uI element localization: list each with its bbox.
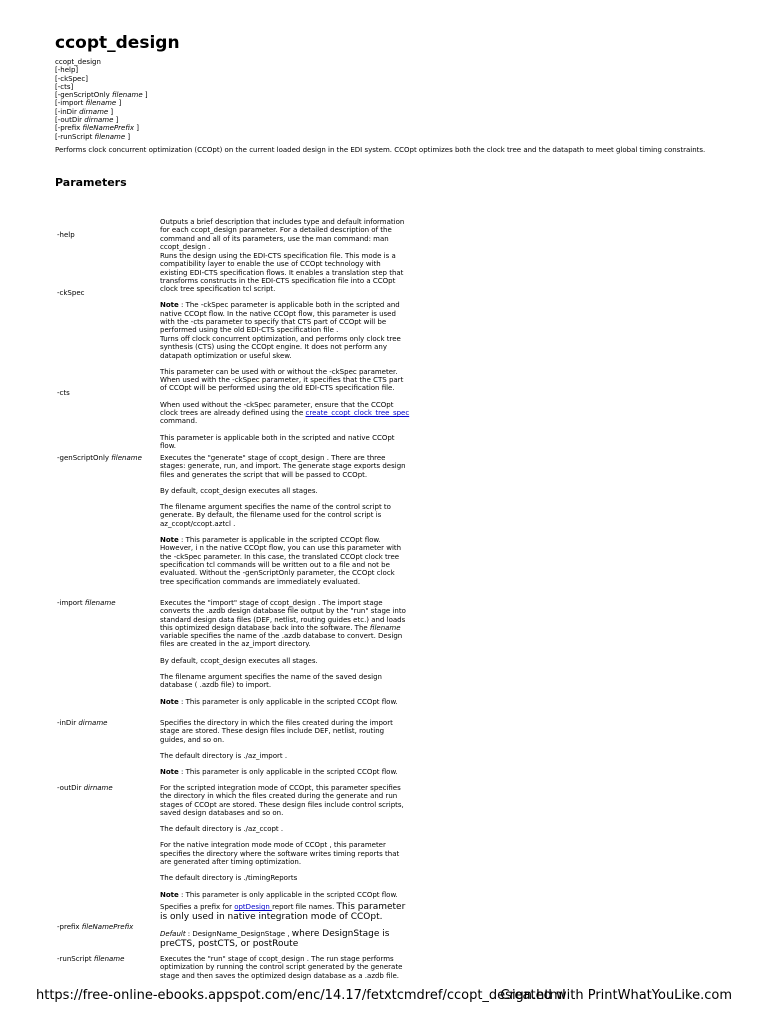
synopsis-indir: [-inDir dirname ] xyxy=(55,107,114,116)
note-label: Note xyxy=(160,301,179,310)
param-name-ckspec: -ckSpec xyxy=(57,289,85,297)
note-label: Note xyxy=(160,890,179,899)
param-name-indir: -inDir dirname xyxy=(57,719,108,727)
synopsis-genscriptonly: [-genScriptOnly filename ] xyxy=(55,91,148,100)
synopsis-outdir: [-outDir dirname ] xyxy=(55,116,119,125)
note-label: Note xyxy=(160,536,179,545)
param-name-outdir: -outDir dirname xyxy=(57,784,113,792)
optdesign-link[interactable]: optDesign xyxy=(234,903,273,911)
param-desc-outdir: For the scripted integration mode of CCOpt, this parameter specifies the directory in which the files created during the generate and run stages of CCOpt are stored. These design files include control scripts, saved design databases and so on. The default directory is ./az_ccopt . For the native integration mode mode of CCOpt , this parameter specifies the directory where the software writes timing reports that are generated after timing optimization. The default directory is ./timingReports Note : This parameter is only applicable in the scripted CCOpt flow. xyxy=(160,784,404,899)
param-desc-runscript: Executes the "run" stage of ccopt_design . The run stage performs optimization by running the control script generated by the generate stage and then saves the optimized design database as a .azdb file. xyxy=(160,955,403,980)
synopsis-runscript: [-runScript filename ] xyxy=(55,132,131,141)
synopsis-prefix: [-prefix fileNamePrefix ] xyxy=(55,124,139,133)
synopsis-command: ccopt_design xyxy=(55,58,101,66)
synopsis-import: [-import filename ] xyxy=(55,99,122,108)
param-desc-indir: Specifies the directory in which the files created during the import stage are stored. These design files include DEF, netlist, routing guides, and so on. The default directory is ./az_import . Note : This parameter is only applicable in the scripted CCOpt flow. xyxy=(160,719,398,777)
param-name-help: -help xyxy=(57,231,75,239)
command-description: Performs clock concurrent optimization (CCOpt) on the current loaded design in the EDI system. CCOpt optimizes both the clock tree and the datapath to meet global timing constraints. xyxy=(55,146,706,154)
source-url: https://free-online-ebooks.appspot.com/enc/14.17/fetxtcmdref/ccopt_design.html xyxy=(36,988,566,1003)
command-synopsis xyxy=(55,58,148,141)
parameters-heading: Parameters xyxy=(55,176,127,189)
printwhatyoulike-credit: Created with PrintWhatYouLike.com xyxy=(500,988,732,1003)
synopsis-ckspec: [-ckSpec] xyxy=(55,74,88,83)
param-desc-ckspec: Runs the design using the EDI-CTS specification file. This mode is a compatibility layer to enable the use of CCOpt technology with existing EDI-CTS specification flows. It enables a translation step that transforms constructs in the EDI-CTS specification file into a CCOpt clock tree specification tcl script. Note : The -ckSpec parameter is applicable both in the scripted and native CCOpt flow. In the native CCOpt flow, this parameter is used with the -cts parameter to specify that CTS part of CCOpt will be performed using the old EDI-CTS specification file . xyxy=(160,252,404,335)
param-name-import: -import filename xyxy=(57,599,116,607)
param-name-cts: -cts xyxy=(57,389,70,397)
synopsis-cts: [-cts] xyxy=(55,82,74,91)
param-name-prefix: -prefix fileNamePrefix xyxy=(57,923,134,931)
synopsis-help: [-help] xyxy=(55,66,79,75)
param-desc-prefix: Specifies a prefix for optDesign report file names. This parameter is only used in native integration mode of CCOpt. Default : DesignName_DesignStage , where DesignStage is preCTS, postCTS, or postRoute xyxy=(160,902,406,949)
param-desc-genscriptonly: Executes the "generate" stage of ccopt_design . There are three stages: generate, run, and import. The generate stage exports design files and generates the script that will be passed to CCOpt. By default, ccopt_design executes all stages. The filename argument specifies the name of the control script to generate. By default, the filename used for the control script is az_ccopt/ccopt.aztcl . Note : This parameter is applicable in the scripted CCOpt flow. However, i n the native CCOpt flow, you can use this parameter with the -ckSpec parameter. In this case, the translated CCOpt clock tree specification tcl commands will be written out to a file and not be evaluated. Without the -genScriptOnly parameter, the CCOpt clock tree specification commands are immediately evaluated. xyxy=(160,454,406,586)
param-desc-cts: Turns off clock concurrent optimization, and performs only clock tree synthesis (CTS) using the CCOpt engine. It does not perform any datapath optimization or useful skew. This parameter can be used with or without the -ckSpec parameter. When used with the -ckSpec parameter, it specifies that the CTS part of CCOpt will be performed using the old EDI-CTS specification file. When used without the -ckSpec parameter, ensure that the CCOpt clock trees are already defined using the create_ccopt_clock_tree_spec command. This parameter is applicable both in the scripted and native CCOpt flow. xyxy=(160,335,410,450)
param-desc-help: Outputs a brief description that includes type and default information for each ccopt_design parameter. For a detailed description of the command and all of its parameters, use the man command: man ccopt_design . xyxy=(160,218,405,251)
page-title: ccopt_design xyxy=(55,33,180,53)
note-label: Note xyxy=(160,768,179,777)
create-ccopt-clock-tree-spec-link[interactable]: create_ccopt_clock_tree_spec xyxy=(305,409,410,418)
param-name-genscriptonly: -genScriptOnly filename xyxy=(57,454,142,462)
note-label: Note xyxy=(160,697,179,706)
param-name-runscript: -runScript filename xyxy=(57,955,125,963)
param-desc-import: Executes the "import" stage of ccopt_design . The import stage converts the .azdb design database file output by the "run" stage into standard design data files (DEF, netlist, routing guides etc.) and loads this optimized design database back into the software. The filename variable specifies the name of the .azdb database to convert. Design files are created in the az_import directory. By default, ccopt_design executes all stages. The filename argument specifies the name of the saved design database ( .azdb file) to import. Note : This parameter is only applicable in the scripted CCOpt flow. xyxy=(160,599,406,706)
